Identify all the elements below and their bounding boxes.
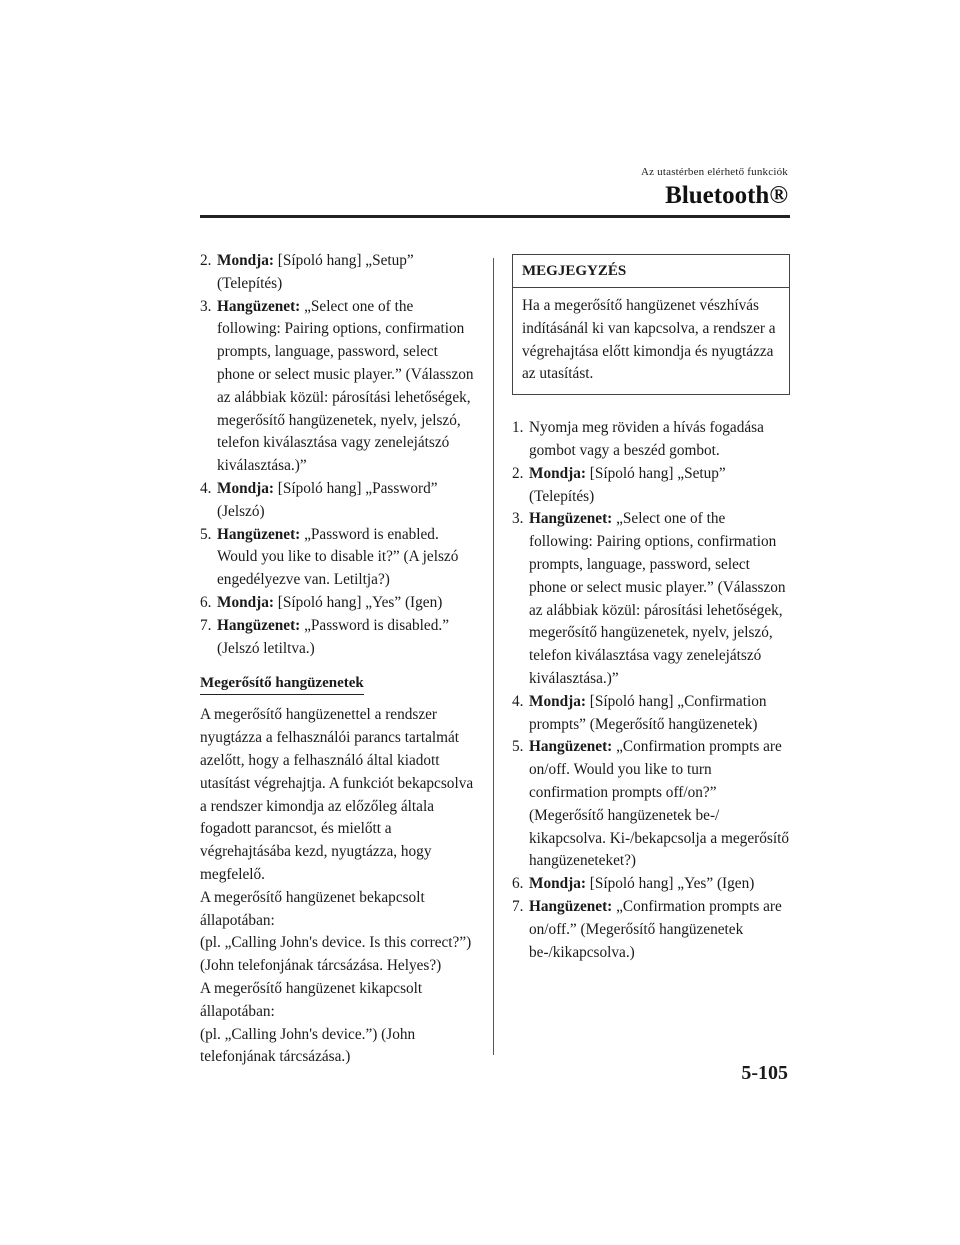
step-text: Nyomja meg röviden a hívás fogadása gombot vagy a beszéd gombot.	[529, 419, 764, 459]
list-item	[200, 592, 475, 615]
step-number: 4.	[512, 692, 524, 710]
step-text: „Select one of the following: Pairing options, confirmation prompts, language, password, select phone or select music player.” (Válasszon az alábbiak közül: párosítási lehetőségek, megerősítő hangüzenetek, nyelv, jelszó, telefon kiválasztása vagy zenelejátszó kiválasztása.)”	[529, 510, 786, 687]
section-heading: Megerősítő hangüzenetek	[200, 673, 364, 695]
right-step-list	[512, 417, 790, 964]
list-item	[512, 873, 790, 896]
paragraph: A megerősítő hangüzenettel a rendszer nyugtázza a felhasználói parancs tartalmát azelőtt, hogy a felhasználó által kiadott utasítást végrehajtja. A funkciót bekapcsolva a rendszer kimondja az előzőleg általa fogadott parancsot, és mielőtt a végrehajtásába kezd, nyugtázza, hogy megfelelő.	[200, 706, 474, 883]
step-text: „Select one of the following: Pairing options, confirmation prompts, language, password, select phone or select music player.” (Válasszon az alábbiak közül: párosítási lehetőségek, megerősítő hangüzenetek, nyelv, jelszó, telefon kiválasztása vagy zenelejátszó kiválasztása.)”	[217, 297, 474, 475]
step-number: 4.	[200, 479, 212, 497]
note-box	[512, 254, 790, 395]
list-item	[512, 508, 790, 690]
step-label: Mondja:	[529, 464, 586, 482]
paragraph: (pl. „Calling John's device.”) (John telefonjának tárcsázása.)	[200, 1025, 416, 1066]
step-body	[217, 250, 475, 296]
step-label: Hangüzenet:	[217, 616, 301, 634]
paragraph: A megerősítő hangüzenet bekapcsolt állapotában:	[200, 888, 425, 929]
step-number: 3.	[200, 297, 212, 315]
step-text: „Confirmation prompts are on/off.” (Megerősítő hangüzenetek be-/kikapcsolva.)	[529, 897, 782, 961]
list-item	[200, 524, 475, 592]
step-body	[217, 615, 475, 661]
list-item	[512, 417, 790, 463]
column-divider	[493, 258, 494, 1055]
paragraph: (pl. „Calling John's device. Is this correct?”) (John telefonjának tárcsázása. Helyes?)	[200, 934, 472, 975]
step-label: Mondja:	[529, 692, 586, 710]
step-number: 3.	[512, 510, 524, 528]
header-divider	[200, 215, 790, 218]
list-item	[200, 478, 475, 524]
right-column	[512, 254, 790, 964]
step-body	[217, 592, 475, 615]
page-number: 5-105	[741, 1062, 788, 1084]
step-body	[217, 524, 475, 592]
note-title: MEGJEGYZÉS	[513, 255, 789, 288]
list-item	[512, 691, 790, 737]
step-text: [Sípoló hang] „Confirmation prompts” (Megerősítő hangüzenetek)	[529, 692, 767, 733]
step-number: 2.	[512, 464, 524, 482]
step-text: [Sípoló hang] „Setup” (Telepítés)	[529, 464, 726, 505]
step-label: Hangüzenet:	[529, 510, 613, 528]
step-body	[529, 417, 790, 463]
page-title: Bluetooth®	[665, 182, 788, 209]
step-number: 7.	[200, 616, 212, 634]
step-body	[217, 478, 475, 524]
step-body	[529, 463, 790, 509]
step-label: Mondja:	[217, 593, 274, 611]
list-item	[200, 296, 475, 478]
step-label: Hangüzenet:	[529, 738, 613, 756]
step-label: Mondja:	[217, 252, 274, 269]
step-text: [Sípoló hang] „Yes” (Igen)	[273, 593, 443, 611]
step-text: „Password is enabled. Would you like to disable it?” (A jelszó engedélyezve van. Letiltja?)	[217, 525, 459, 589]
paragraph: A megerősítő hangüzenet kikapcsolt állapotában:	[200, 979, 423, 1020]
step-text: [Sípoló hang] „Yes” (Igen)	[585, 875, 755, 893]
list-item	[512, 736, 790, 873]
step-number: 2.	[200, 252, 212, 269]
step-label: Hangüzenet:	[217, 297, 301, 315]
list-item	[512, 463, 790, 509]
step-body	[529, 873, 790, 896]
step-text: „Password is disabled.” (Jelszó letiltva.)	[217, 616, 449, 657]
step-label: Mondja:	[217, 479, 274, 497]
step-label: Mondja:	[529, 875, 586, 893]
step-body	[529, 736, 790, 873]
step-label: Hangüzenet:	[217, 525, 301, 543]
step-body	[529, 508, 790, 690]
step-label: Hangüzenet:	[529, 897, 613, 915]
note-text: Ha a megerősítő hangüzenet vészhívás indításánál ki van kapcsolva, a rendszer a végrehajtása előtt kimondja és nyugtázza az utasítást.	[522, 297, 776, 383]
list-item	[200, 615, 475, 661]
step-number: 5.	[512, 738, 524, 756]
step-body	[529, 691, 790, 737]
step-text: „Confirmation prompts are on/off. Would you like to turn confirmation prompts off/on?” (Megerősítő hangüzenetek be-/ kikapcsolva. Ki-/bekapcsolja a megerősítő hangüzeneteket?)	[529, 738, 789, 870]
step-number: 7.	[512, 897, 524, 915]
section-title: Az utastérben elérhető funkciók	[640, 166, 788, 178]
left-step-list	[200, 250, 475, 660]
step-number: 5.	[200, 525, 212, 543]
step-text: [Sípoló hang] „Password” (Jelszó)	[217, 479, 438, 520]
step-number: 6.	[512, 875, 524, 893]
step-number: 6.	[200, 593, 212, 611]
step-body	[217, 296, 475, 478]
list-item	[512, 896, 790, 964]
step-body	[529, 896, 790, 964]
list-item	[200, 250, 475, 296]
left-column	[200, 250, 475, 1069]
step-number: 1.	[512, 419, 524, 437]
step-text: [Sípoló hang] „Setup” (Telepítés)	[217, 252, 414, 292]
